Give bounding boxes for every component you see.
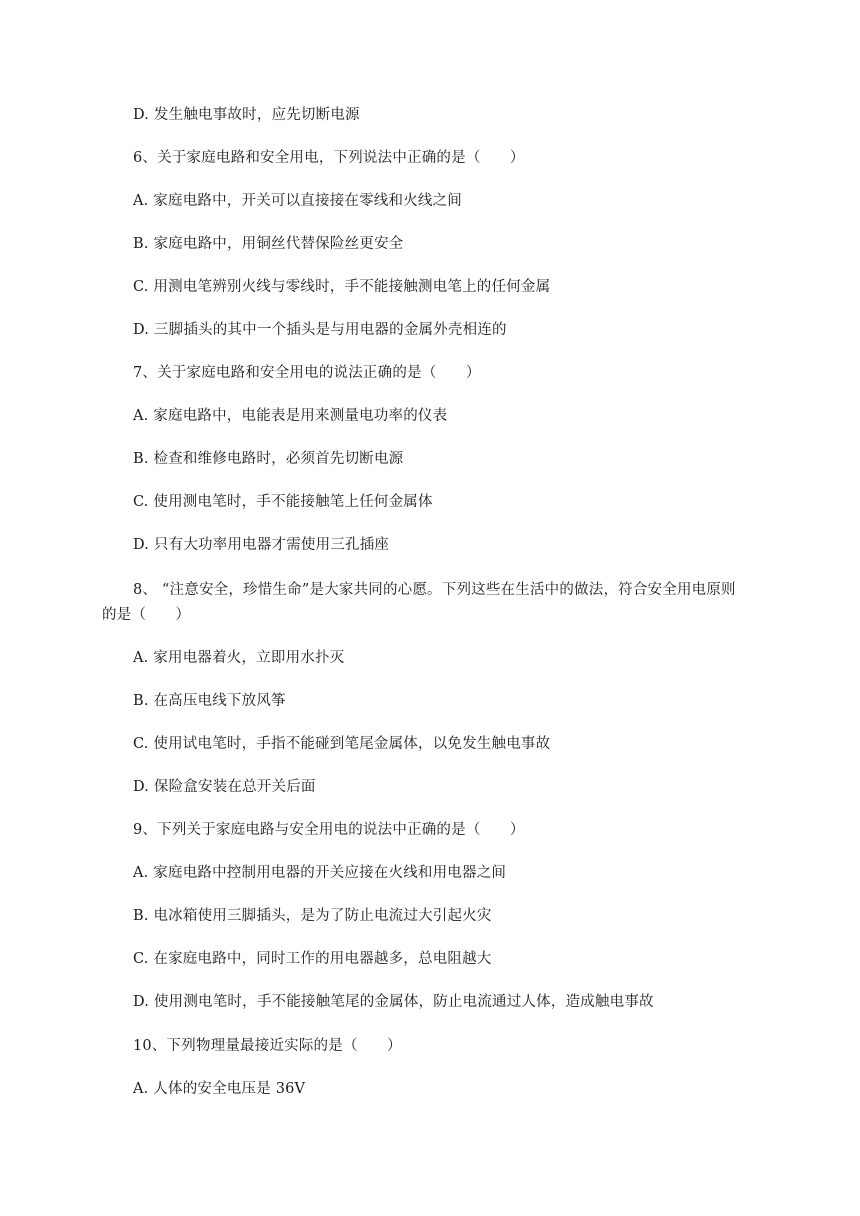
option-6a: A. 家庭电路中，开关可以直接接在零线和火线之间 [133, 193, 462, 209]
option-6c: C. 用测电笔辨别火线与零线时，手不能接触测电笔上的任何金属 [133, 279, 551, 295]
option-6d: D. 三脚插头的其中一个插头是与用电器的金属外壳相连的 [133, 322, 507, 338]
option-7c: C. 使用测电笔时，手不能接触笔上任何金属体 [133, 494, 433, 510]
option-10a: A. 人体的安全电压是 36V [133, 1081, 306, 1097]
option-8a: A. 家用电器着火，立即用水扑灭 [133, 650, 345, 666]
option-7a: A. 家庭电路中，电能表是用来测量电功率的仪表 [133, 408, 448, 424]
question-6: 6、关于家庭电路和安全用电，下列说法中正确的是（ ） [133, 150, 525, 166]
option-7b: B. 检查和维修电路时，必须首先切断电源 [133, 451, 404, 467]
option-8d: D. 保险盒安装在总开关后面 [133, 779, 316, 795]
option-8b: B. 在高压电线下放风筝 [133, 693, 286, 709]
option-9a: A. 家庭电路中控制用电器的开关应接在火线和用电器之间 [133, 865, 507, 881]
option-9c: C. 在家庭电路中，同时工作的用电器越多，总电阻越大 [133, 951, 492, 967]
option-8c: C. 使用试电笔时，手指不能碰到笔尾金属体，以免发生触电事故 [133, 736, 551, 752]
option-5d: D. 发生触电事故时，应先切断电源 [133, 107, 360, 123]
question-10: 10、下列物理量最接近实际的是（ ） [133, 1038, 402, 1054]
option-6b: B. 家庭电路中，用铜丝代替保险丝更安全 [133, 236, 404, 252]
question-9: 9、下列关于家庭电路与安全用电的说法中正确的是（ ） [133, 822, 525, 838]
question-7: 7、关于家庭电路和安全用电的说法正确的是（ ） [133, 365, 481, 381]
question-8: 8、 “注意安全，珍惜生命”是大家共同的心愿。下列这些在生活中的做法，符合安全用电原则 [133, 582, 736, 598]
option-7d: D. 只有大功率用电器才需使用三孔插座 [133, 537, 390, 553]
option-9d: D. 使用测电笔时，手不能接触笔尾的金属体，防止电流通过人体，造成触电事故 [133, 994, 654, 1010]
option-9b: B. 电冰箱使用三脚插头，是为了防止电流过大引起火灾 [133, 908, 492, 924]
question-8-continuation: 的是（ ） [102, 607, 191, 623]
